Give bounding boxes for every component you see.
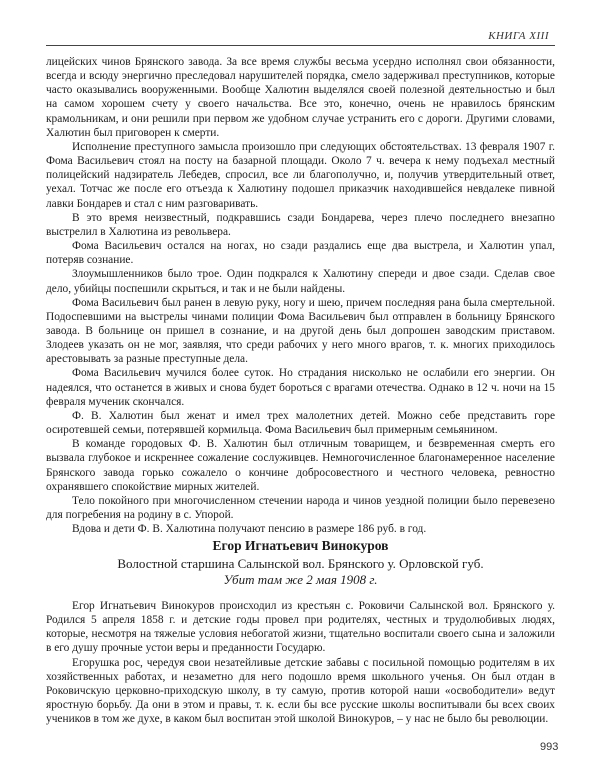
paragraph: В это время неизвестный, подкравшись сзади Бондарева, через плечо последнего внезапно выстрелил в Халютина из револьвера. [46,211,555,238]
paragraph: Ф. В. Халютин был женат и имел трех малолетних детей. Можно себе представить горе осиротевшей семьи, потерявшей кормильца. Фома Васильевич был примерным семьянином. [46,409,555,437]
section-vinokurov-text [46,599,555,726]
paragraph: В команде городовых Ф. В. Халютин был отличным товарищем, и безвременная смерть его вызвала глубокое и искреннее сожаление сослуживцев. Немногочисленное благонамеренное население Брянского завода горько сожалело о кончине добросовестного и честного человека, ревностно охранявшего спокойствие мирных жителей. [46,438,555,493]
paragraph: Злоумышленников было трое. Один подкрался к Халютину спереди и двое сзади. Сделав свое дело, убийцы поспешили скрыться, и так и не были найдены. [46,268,555,295]
page-number: 993 [540,741,559,753]
bio-title: Егор Игнатьевич Винокуров [212,538,389,553]
paragraph: Тело покойного при многочисленном стечении народа и чинов уездной полиции было перевезено для погребения на родину в с. Упорой. [46,494,555,521]
paragraph: Егор Игнатьевич Винокуров происходил из крестьян с. Роковичи Салынской вол. Брянского у. Родился 5 апреля 1858 г. и детские годы провел при родителях, честных и трудолюбивых людях, которые, несмотря на тяжелые условия небогатой жизни, тщательно воспитали своего сына и заложили в его душу прочные устои веры и преданности Государю. [46,600,555,655]
paragraph: Исполнение преступного замысла произошло при следующих обстоятельствах. 13 февраля 1907 г. Фома Васильевич стоял на посту на базарной площади. Около 7 ч. вечера к нему подъехал местный полицейский надзиратель Лебедев, спросил, все ли благополучно, и, получив утвердительный ответ, уехал. Тотчас же после его отъезда к Халютину подошел приказчик находившейся невдалеке пивной лавки Бондарев и стал с ним разговаривать. [46,140,555,210]
bio-death-date: Убит там же 2 мая 1908 г. [223,572,378,587]
paragraph: Егорушка рос, чередуя свои незатейливые детские забавы с посильной помощью родителям в их хозяйственных работах, и незаметно для него подошло время школьного ученья. Он был отдан в Роковичскую церковно-приходскую школу, в ту самую, против которой наши «освободители» ведут яростную борьбу. Да они в этом и правы, т. к. если бы все русские школы воспитывали бы всех своих учеников в том же духе, в каком был воспитан этой школой Винокуров, – у нас не было бы революции. [46,656,555,726]
section-halyutin-text [46,55,555,536]
paragraph: Вдова и дети Ф. В. Халютина получают пенсию в размере 186 руб. в год. [72,523,427,536]
header-rule [46,45,555,46]
paragraph: Фома Васильевич был ранен в левую руку, ногу и шею, причем последняя рана была смертельной. Подоспевшими на выстрелы чинами полиции Фома Васильевич был отправлен в больницу Брянского завода. В больнице он пришел в сознание, и на другой день был допрошен заводским приставом. Злодеев указать он не мог, заявляя, что среди рабочих у него много врагов, т. к. многих приходилось арестовывать за разные преступные дела. [46,296,555,366]
paragraph: лицейских чинов Брянского завода. За все время службы весьма усердно исполнял свои обязанности, всегда и всюду энергично преследовал нарушителей порядка, смело задерживал преступников, которые часто оказывались вооруженными. Вообще Халютин выделялся своей полезной деятельностью и был на самом хорошем счету у своего начальства. Все это, конечно, очень не нравилось брянским крамольникам, и они решили при первом же удобном случае устранить его с дороги. Другими словами, Халютин был приговорен к смерти. [46,56,555,139]
paragraph: Фома Васильевич остался на ногах, но сзади раздались еще два выстрела, и Халютин упал, потеряв сознание. [46,240,555,267]
bio-position: Волостной старшина Салынской вол. Брянского у. Орловской губ. [117,556,484,571]
running-head: КНИГА XIII [488,30,549,42]
paragraph: Фома Васильевич мучился более суток. Но страдания нисколько не ослабили его энергии. Он надеялся, что останется в живых и снова будет бороться с врагами отечества. Однако в 12 ч. ночи на 15 февраля мученик скончался. [46,367,555,408]
